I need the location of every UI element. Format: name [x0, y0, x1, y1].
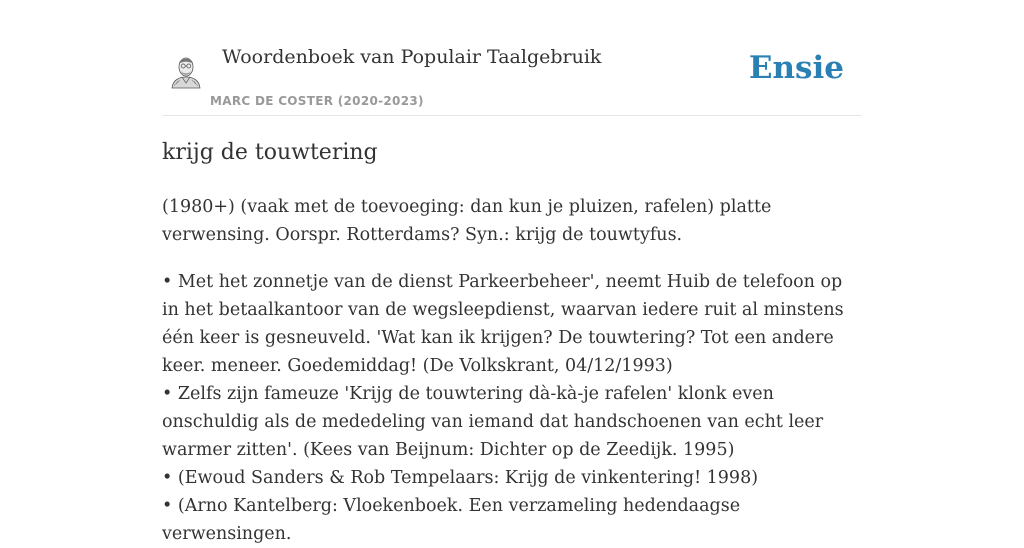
author-portrait-icon[interactable] — [166, 50, 206, 90]
author-name: MARC DE COSTER (2020-2023) — [210, 94, 424, 108]
quote-item: • (Arno Kantelberg: Vloekenboek. Een verzameling hedendaagse verwensingen. — [162, 496, 741, 544]
entry-definition: (1980+) (vaak met de toevoeging: dan kun je pluizen, rafelen) platte verwensing. Oorspr. Rotterdams? Syn.: krijg de touwtyfus. — [162, 197, 772, 245]
quote-item: • Zelfs zijn fameuze 'Krijg de touwtering dà-kà-je rafelen' klonk even onschuldig als de mededeling van iemand dat handschoenen van echt leer warmer zitten'. (Kees van Beijnum: Dichter op de Zeedijk. 1995) — [162, 384, 824, 460]
entry-quotes — [162, 268, 862, 548]
entry-title: krijg de touwtering — [162, 140, 378, 165]
ensie-logo[interactable]: Ensie — [748, 50, 844, 86]
page — [162, 0, 862, 544]
quote-item: • (Ewoud Sanders & Rob Tempelaars: Krijg de vinkentering! 1998) — [162, 468, 759, 488]
site-header — [162, 0, 862, 116]
quote-item: • Met het zonnetje van de dienst Parkeerbeheer', neemt Huib de telefoon op in het betaalkantoor van de wegsleepdienst, waarvan iedere ruit al minstens één keer is gesneuveld. 'Wat kan ik krijgen? De touwtering? Tot een andere keer. meneer. Goedemiddag! (De Volkskrant, 04/12/1993) — [162, 272, 844, 376]
dictionary-title[interactable]: Woordenboek van Populair Taalgebruik — [222, 46, 602, 68]
